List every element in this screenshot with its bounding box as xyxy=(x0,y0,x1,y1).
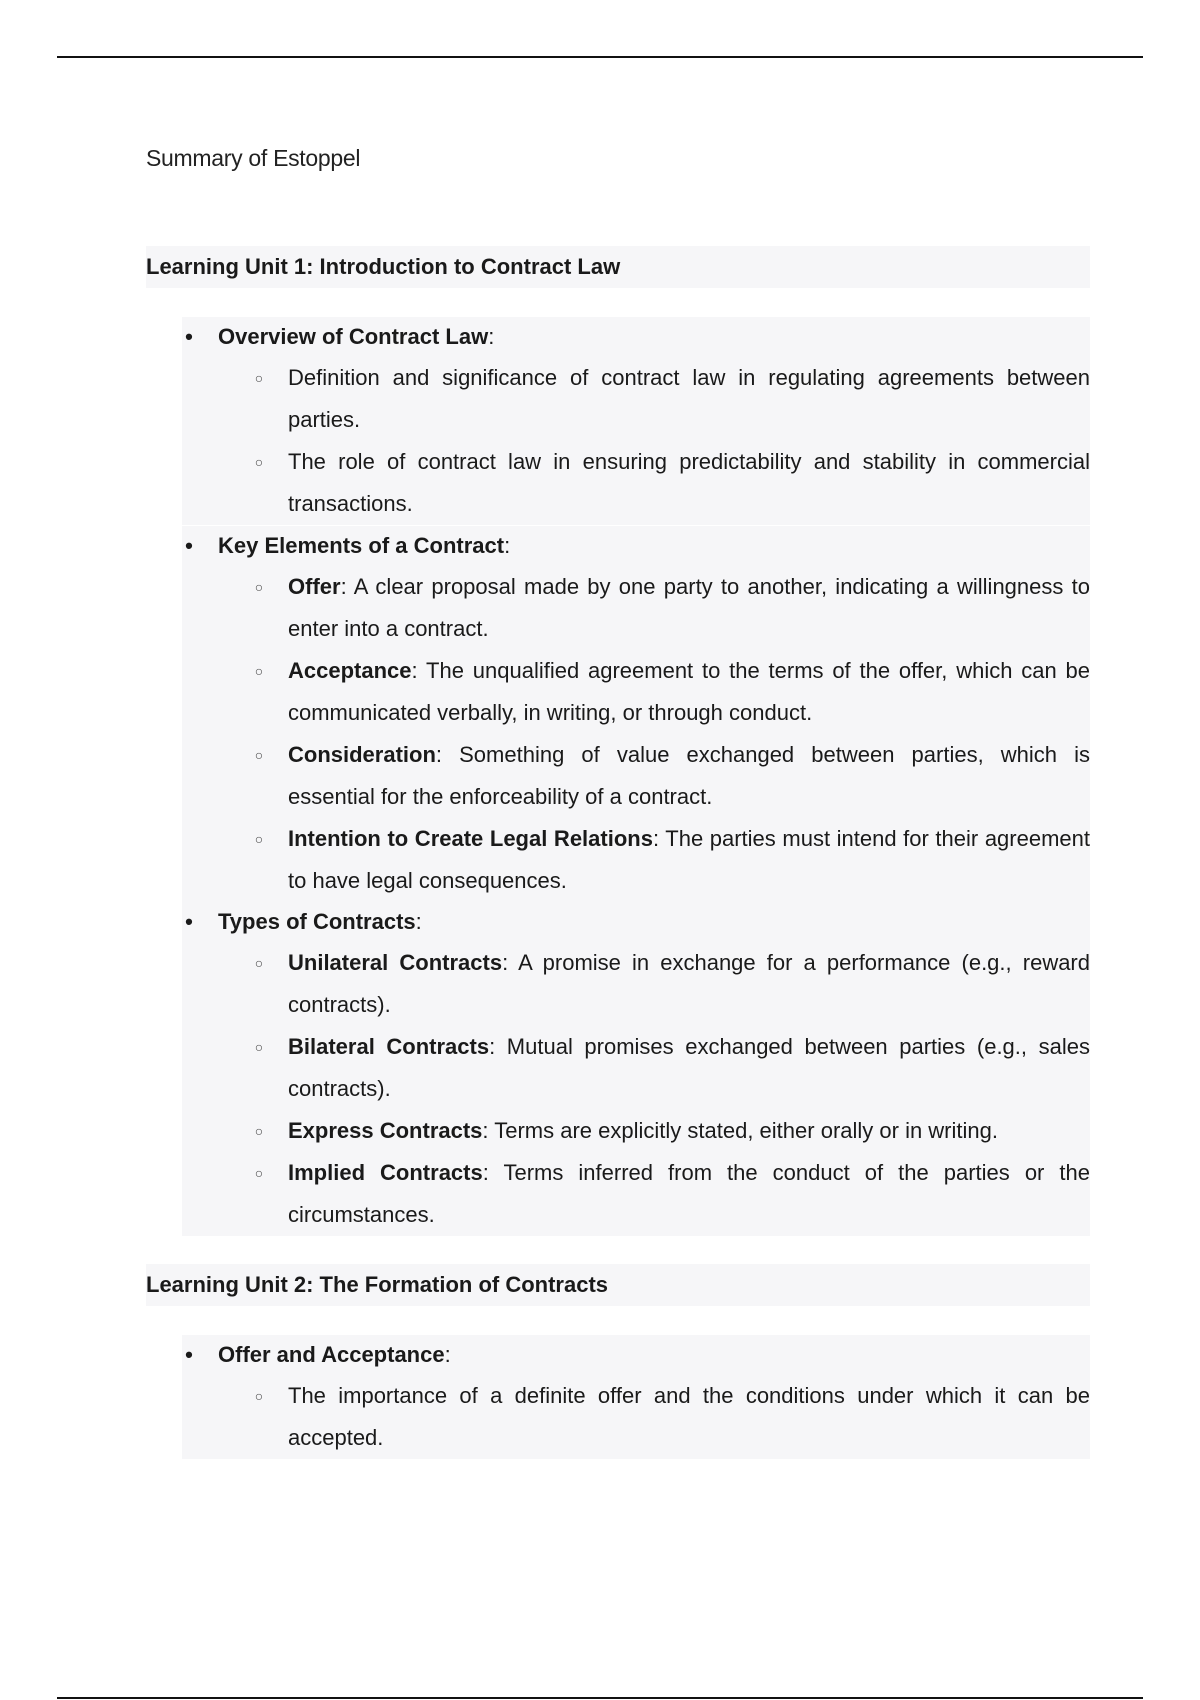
circle-bullet-icon: ○ xyxy=(254,370,264,386)
circle-bullet-icon: ○ xyxy=(254,1039,264,1055)
sub-list xyxy=(252,1375,1090,1459)
circle-bullet-icon: ○ xyxy=(254,1388,264,1404)
list-item xyxy=(252,357,1090,441)
item-text: Something of value exchanged between parties, which is essential for the enforceability of a contract. xyxy=(288,742,1090,809)
bullet-icon: • xyxy=(185,1342,193,1367)
item-term: Unilateral Contracts xyxy=(288,950,503,975)
item-term: Bilateral Contracts xyxy=(288,1034,490,1059)
topic-label: Offer and Acceptance xyxy=(218,1342,445,1367)
circle-bullet-icon: ○ xyxy=(254,579,264,595)
list-item: ○ Implied Contracts: Terms inferred from the conduct of the parties or the circumstances. xyxy=(252,1152,1090,1236)
circle-bullet-icon: ○ xyxy=(254,454,264,470)
topic-types xyxy=(182,902,1090,1236)
item-term: Intention to Create Legal Relations xyxy=(288,826,653,851)
item-text: The importance of a definite offer and the conditions under which it can be accepted. xyxy=(288,1383,1090,1450)
circle-bullet-icon: ○ xyxy=(254,831,264,847)
item-text: The parties must intend for their agreement to have legal consequences. xyxy=(288,826,1090,893)
item-text: Mutual promises exchanged between parties (e.g., sales contracts). xyxy=(288,1034,1090,1101)
list-item xyxy=(252,1375,1090,1459)
list-item: ○ Unilateral Contracts: A promise in exchange for a performance (e.g., reward contracts). xyxy=(252,942,1090,1026)
topic-title-offer-acceptance: • Offer and Acceptance: xyxy=(182,1335,1090,1375)
unit-1-heading: Learning Unit 1: Introduction to Contract Law xyxy=(146,246,1090,288)
item-term: Consideration xyxy=(288,742,436,767)
bullet-icon: • xyxy=(185,909,193,934)
item-term: Acceptance xyxy=(288,658,412,683)
list-item: ○ Bilateral Contracts: Mutual promises exchanged between parties (e.g., sales contracts). xyxy=(252,1026,1090,1110)
topic-label: Overview of Contract Law xyxy=(218,324,489,349)
item-term: Implied Contracts xyxy=(288,1160,483,1185)
list-item: ○ Consideration: Something of value exchanged between parties, which is essential for the enforceability of a contract. xyxy=(252,734,1090,818)
circle-bullet-icon: ○ xyxy=(254,955,264,971)
top-rule xyxy=(57,56,1143,58)
circle-bullet-icon: ○ xyxy=(254,1165,264,1181)
sub-list xyxy=(252,566,1090,902)
bullet-icon: • xyxy=(185,324,193,349)
list-item: ○ Offer: A clear proposal made by one party to another, indicating a willingness to enter into a contract. xyxy=(252,566,1090,650)
sub-list xyxy=(252,357,1090,525)
item-text: Terms inferred from the conduct of the parties or the circumstances. xyxy=(288,1160,1090,1227)
item-text: A clear proposal made by one party to another, indicating a willingness to enter into a contract. xyxy=(288,574,1090,641)
list-item xyxy=(252,441,1090,525)
topic-title-types: • Types of Contracts: xyxy=(182,902,1090,942)
item-text: Terms are explicitly stated, either orally or in writing. xyxy=(494,1118,998,1143)
circle-bullet-icon: ○ xyxy=(254,747,264,763)
bottom-rule xyxy=(57,1697,1143,1699)
topic-label: Key Elements of a Contract xyxy=(218,533,505,558)
sub-list xyxy=(252,942,1090,1236)
list-item: ○ Acceptance: The unqualified agreement to the terms of the offer, which can be communicated verbally, in writing, or through conduct. xyxy=(252,650,1090,734)
list-item: ○ Express Contracts: Terms are explicitly stated, either orally or in writing. xyxy=(252,1110,1090,1152)
topic-title-key-elements: • Key Elements of a Contract: xyxy=(182,526,1090,566)
document-title: Summary of Estoppel xyxy=(146,145,361,171)
topic-offer-acceptance xyxy=(182,1335,1090,1459)
circle-bullet-icon: ○ xyxy=(254,663,264,679)
bullet-icon: • xyxy=(185,533,193,558)
topic-key-elements xyxy=(182,526,1090,902)
item-term: Express Contracts xyxy=(288,1118,483,1143)
topic-title-overview: • Overview of Contract Law: xyxy=(182,317,1090,357)
item-term: Offer xyxy=(288,574,341,599)
item-text: Definition and significance of contract law in regulating agreements between parties. xyxy=(288,365,1090,432)
list-item: ○ Intention to Create Legal Relations: The parties must intend for their agreement to have legal consequences. xyxy=(252,818,1090,902)
topic-overview xyxy=(182,317,1090,525)
topic-label: Types of Contracts xyxy=(218,909,416,934)
item-text: The role of contract law in ensuring predictability and stability in commercial transactions. xyxy=(288,449,1090,516)
unit-2-heading: Learning Unit 2: The Formation of Contracts xyxy=(146,1264,1090,1306)
circle-bullet-icon: ○ xyxy=(254,1123,264,1139)
item-text: A promise in exchange for a performance (e.g., reward contracts). xyxy=(288,950,1090,1017)
item-text: The unqualified agreement to the terms of the offer, which can be communicated verbally, in writing, or through conduct. xyxy=(288,658,1090,725)
